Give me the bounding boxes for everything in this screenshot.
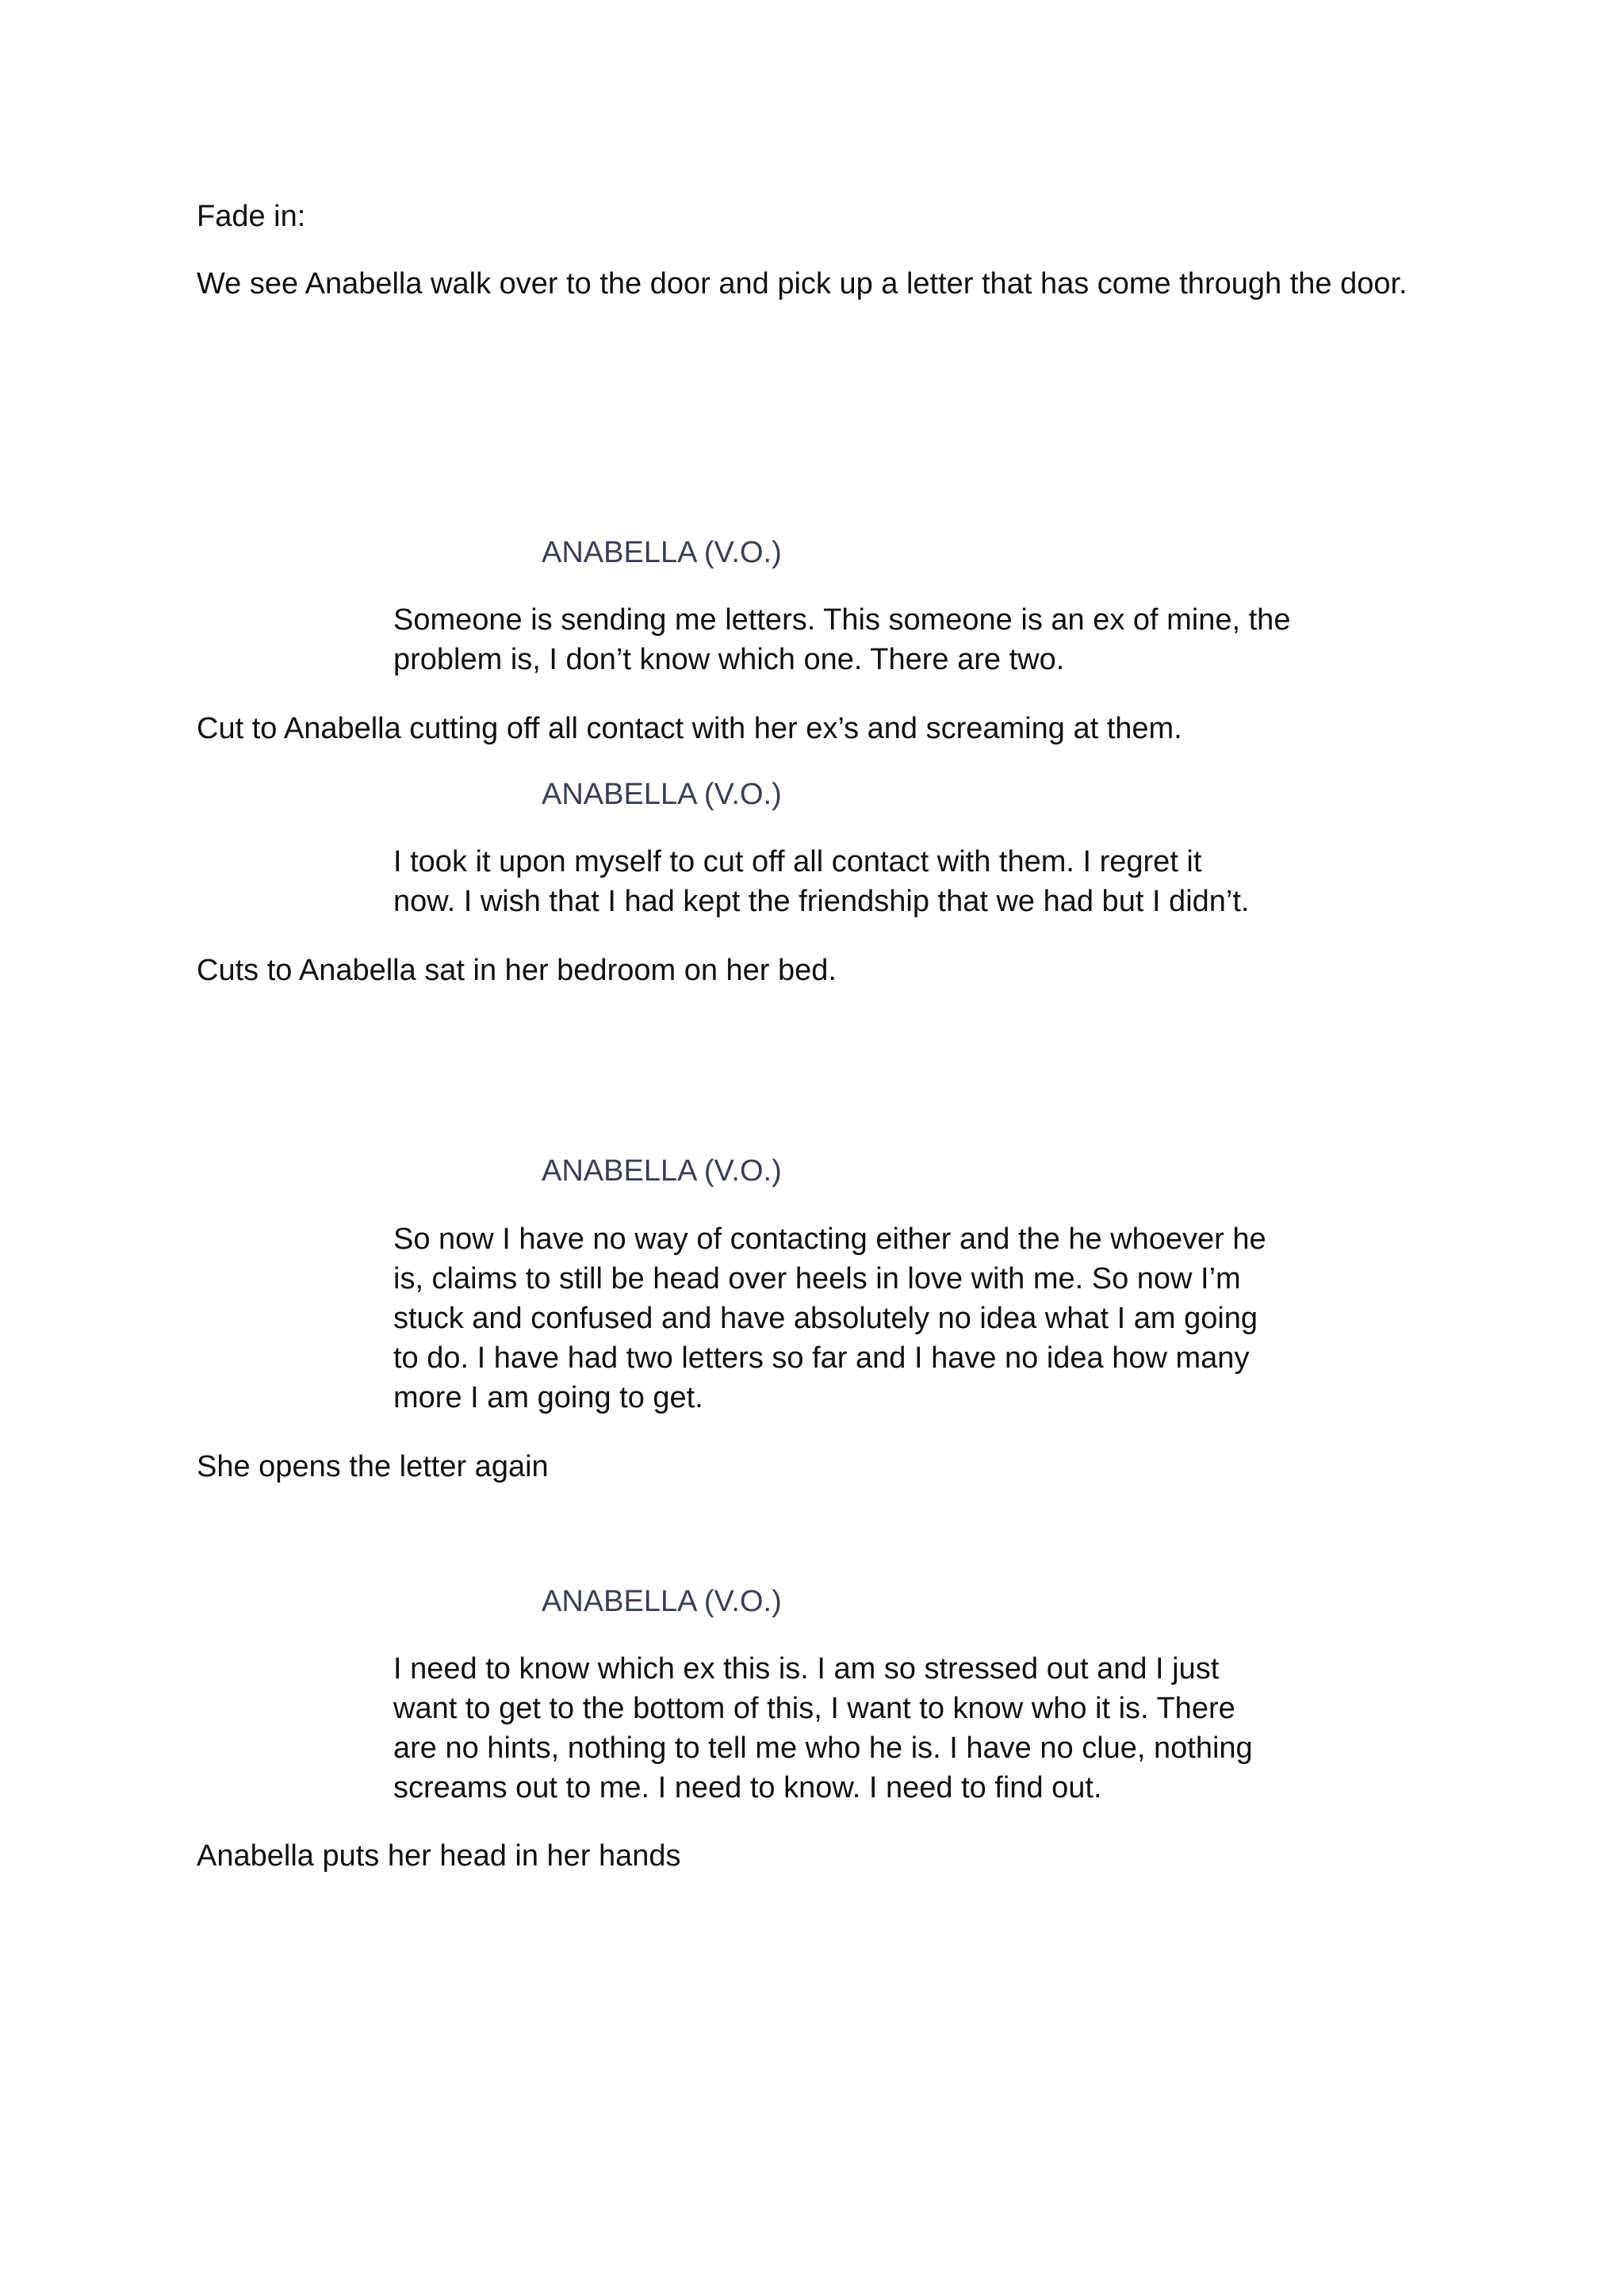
dialogue-line: Someone is sending me letters. This someone is an ex of mine, the bbox=[393, 603, 1291, 637]
character-name: ANABELLA (V.O.) bbox=[542, 778, 782, 811]
dialogue-line: now. I wish that I had kept the friendship that we had but I didn’t. bbox=[393, 885, 1250, 918]
dialogue-block bbox=[393, 600, 1297, 679]
dialogue-line: problem is, I don’t know which one. There are two. bbox=[393, 643, 1065, 676]
dialogue-block bbox=[393, 1649, 1297, 1808]
dialogue-line: is, claims to still be head over heels in love with me. So now I’m bbox=[393, 1262, 1241, 1295]
dialogue-line: So now I have no way of contacting either and the he whoever he bbox=[393, 1223, 1266, 1256]
dialogue-line: want to get to the bottom of this, I want to know who it is. There bbox=[393, 1692, 1235, 1725]
dialogue-block bbox=[393, 842, 1297, 921]
transition-fade-in: Fade in: bbox=[197, 200, 306, 233]
action-line: Cuts to Anabella sat in her bedroom on her bed. bbox=[197, 954, 837, 987]
dialogue-block bbox=[393, 1219, 1297, 1418]
dialogue-line: to do. I have had two letters so far and I have no idea how many bbox=[393, 1341, 1250, 1375]
dialogue-line: are no hints, nothing to tell me who he is. I have no clue, nothing bbox=[393, 1732, 1253, 1765]
dialogue-line: I took it upon myself to cut off all contact with them. I regret it bbox=[393, 845, 1202, 878]
character-name: ANABELLA (V.O.) bbox=[542, 1585, 782, 1618]
action-line: We see Anabella walk over to the door and pick up a letter that has come through the door. bbox=[197, 267, 1408, 300]
dialogue-line: more I am going to get. bbox=[393, 1381, 703, 1414]
dialogue-line: stuck and confused and have absolutely no idea what I am going bbox=[393, 1302, 1258, 1335]
dialogue-line: screams out to me. I need to know. I need to find out. bbox=[393, 1771, 1102, 1804]
dialogue-line: I need to know which ex this is. I am so stressed out and I just bbox=[393, 1652, 1220, 1686]
action-line: Anabella puts her head in her hands bbox=[197, 1839, 681, 1873]
action-line: Cut to Anabella cutting off all contact with her ex’s and screaming at them. bbox=[197, 712, 1182, 745]
character-name: ANABELLA (V.O.) bbox=[542, 536, 782, 569]
action-line: She opens the letter again bbox=[197, 1450, 549, 1483]
character-name: ANABELLA (V.O.) bbox=[542, 1154, 782, 1188]
